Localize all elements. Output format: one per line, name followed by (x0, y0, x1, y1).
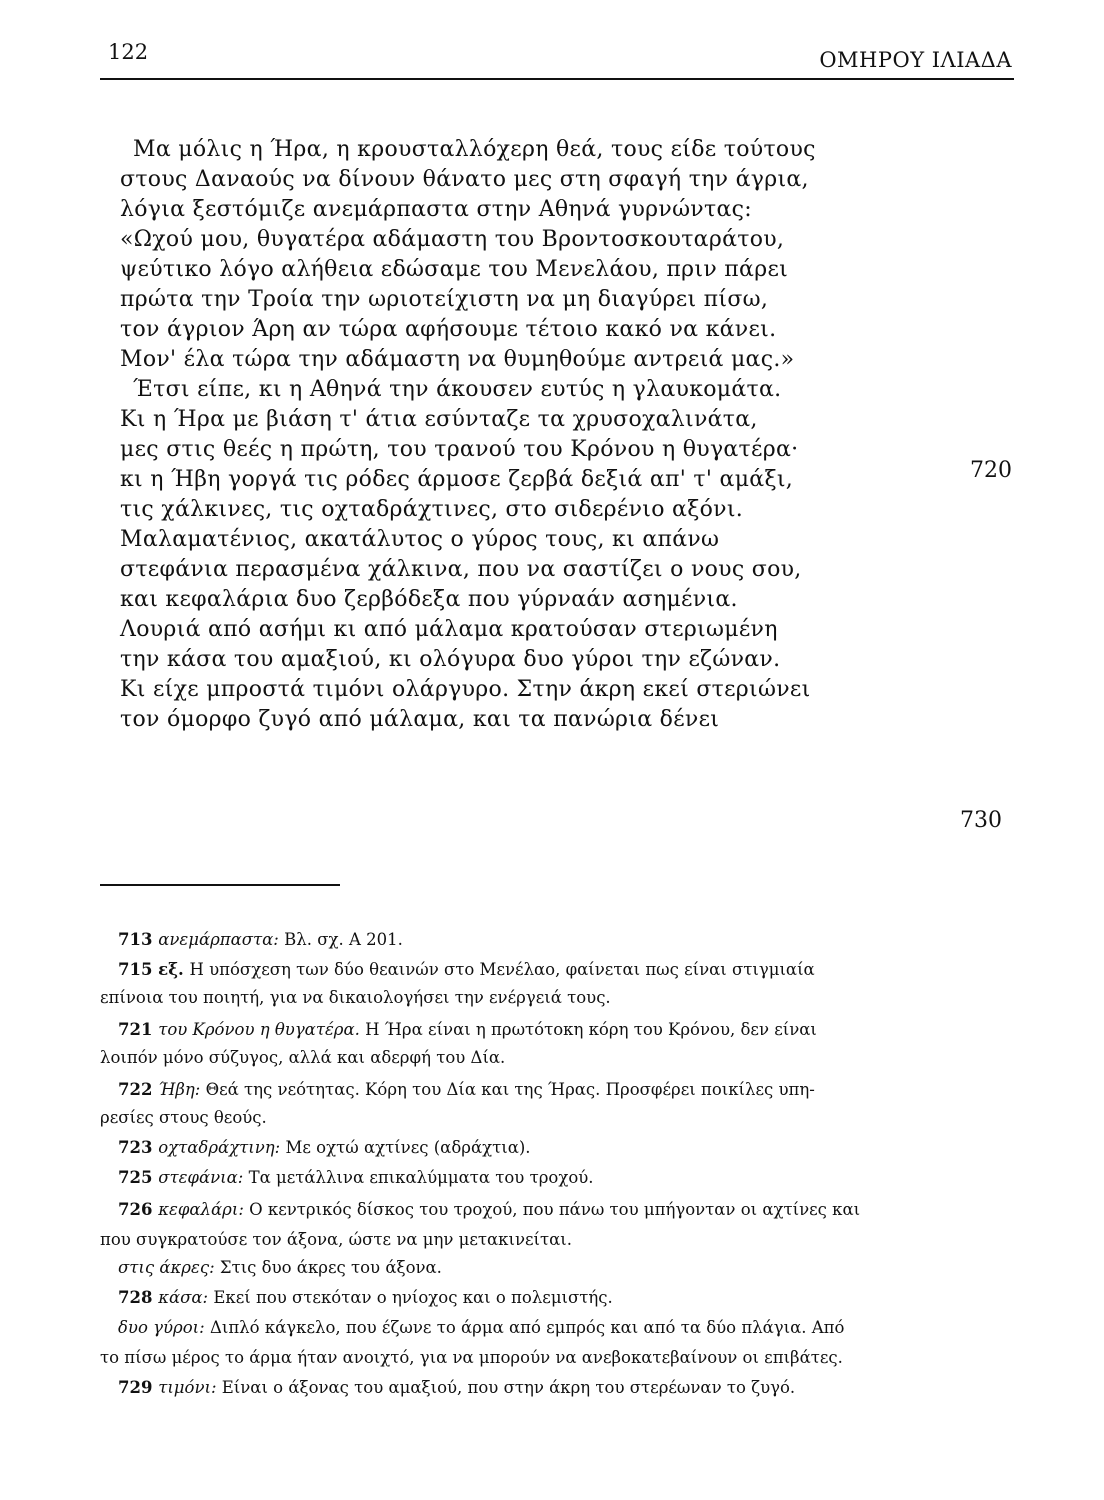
footnote-text: ρεσίες στους θεούς. (100, 1108, 267, 1127)
footnote-number: 729 (118, 1378, 159, 1397)
footnote (118, 928, 403, 952)
footnote-text: το πίσω μέρος το άρμα ήταν ανοιχτό, για να μπορούν να ανεβοκατεβαίνουν οι επιβάτες. (100, 1348, 843, 1367)
footnote (118, 1316, 844, 1340)
footnote (118, 1376, 795, 1400)
verse-line: στεφάνια περασμένα χάλκινα, που να σαστίζει ο νους σου, (120, 557, 802, 582)
verse-line: και κεφαλάρια δυο ζερβόδεξα που γύρναάν ασημένια. (120, 587, 738, 612)
footnote-term: τιμόνι: (158, 1378, 217, 1397)
verse-line: κι η Ήβη γοργά τις ρόδες άρμοσε ζερβά δεξιά απ' τ' αμάξι, (120, 467, 794, 492)
line-number-720: 720 (970, 458, 1012, 483)
footnote (118, 1166, 594, 1190)
verse-line: την κάσα του αμαξιού, κι ολόγυρα δυο γύροι την εζώναν. (120, 647, 781, 672)
footnote-text: Τα μετάλλινα επικαλύμματα του τροχού. (243, 1168, 594, 1187)
footnote-text: Στις δυο άκρες του άξονα. (214, 1258, 442, 1277)
verse-line: «Ωχού μου, θυγατέρα αδάμαστη του Βροντοσκουταράτου, (120, 227, 785, 252)
footnote-text: Η υπόσχεση των δύο θεαινών στο Μενέλαο, φαίνεται πως είναι στιγμιαία (189, 960, 815, 979)
verse-line: τον άγριον Άρη αν τώρα αφήσουμε τέτοιο κακό να κάνει. (120, 317, 777, 342)
footnote-term: δυο γύροι: (118, 1318, 205, 1337)
verse-line: Κι η Ήρα με βιάση τ' άτια εσύνταζε τα χρυσοχαλινάτα, (120, 407, 758, 432)
footnote-term: κεφαλάρι: (158, 1200, 244, 1219)
footnote-term: στις άκρες: (118, 1258, 215, 1277)
footnote-text: Διπλό κάγκελο, που έζωνε το άρμα από εμπρός και από τα δύο πλάγια. Από (204, 1318, 845, 1337)
footnote-number: 726 (118, 1200, 159, 1219)
footnote-term: του Κρόνου η θυγατέρα. (158, 1020, 360, 1039)
footnote-number: 721 (118, 1020, 159, 1039)
footnote-text: Ο κεντρικός δίσκος του τροχού, που πάνω του μπήγονταν οι αχτίνες και (243, 1200, 861, 1219)
footnote (118, 1198, 860, 1222)
footnote-number: 723 (118, 1138, 159, 1157)
footnote (118, 1136, 531, 1160)
footnote (100, 1046, 505, 1070)
footnote-text: λοιπόν μόνο σύζυγος, αλλά και αδερφή του Δία. (100, 1048, 506, 1067)
footnote-term: κάσα: (158, 1288, 209, 1307)
footnote-text: Η Ήρα είναι η πρωτότοκη κόρη του Κρόνου, δεν είναι (359, 1020, 817, 1039)
verse-line: Έτσι είπε, κι η Αθηνά την άκουσεν ευτύς η γλαυκομάτα. (133, 377, 782, 402)
footnote (100, 986, 611, 1010)
verse-line: Μαλαματένιος, ακατάλυτος ο γύρος τους, κι απάνω (120, 527, 720, 552)
verse-line: Μα μόλις η Ήρα, η κρουσταλλόχερη θεά, τους είδε τούτους (133, 137, 816, 162)
footnote-term: ανεμάρπαστα: (158, 930, 279, 949)
footnote-rule (100, 884, 340, 886)
footnote-term: οχταδράχτινη: (158, 1138, 281, 1157)
verse-line: στους Δαναούς να δίνουν θάνατο μες στη σφαγή την άγρια, (120, 167, 809, 192)
verse-line: Κι είχε μπροστά τιμόνι ολάργυρο. Στην άκρη εκεί στεριώνει (120, 677, 811, 702)
footnote (118, 1078, 815, 1102)
footnote (118, 1286, 613, 1310)
footnote (100, 1346, 843, 1370)
footnote-text: Είναι ο άξονας του αμαξιού, που στην άκρη του στερέωναν το ζυγό. (216, 1378, 796, 1397)
footnote-text: Βλ. σχ. Α 201. (278, 930, 403, 949)
footnote (100, 1106, 267, 1130)
verse-line: ψεύτικο λόγο αλήθεια εδώσαμε του Μενελάου, πριν πάρει (120, 257, 789, 282)
footnote-text: Με οχτώ αχτίνες (αδράχτια). (280, 1138, 531, 1157)
footnote-number: 722 (118, 1080, 159, 1099)
verse-line: Μον' έλα τώρα την αδάμαστη να θυμηθούμε αντρειά μας.» (120, 347, 795, 372)
verse-line: λόγια ξεστόμιζε ανεμάρπαστα στην Αθηνά γυρνώντας: (120, 197, 752, 222)
footnote (118, 1256, 442, 1280)
footnote-number: 728 (118, 1288, 159, 1307)
page-number: 122 (108, 40, 149, 64)
line-number-730: 730 (960, 808, 1002, 833)
footnote-text: που συγκρατούσε τον άξονα, ώστε να μην μετακινείται. (100, 1230, 572, 1249)
verse-line: τις χάλκινες, τις οχταδράχτινες, στο σιδερένιο αξόνι. (120, 497, 744, 522)
footnote-term: Ήβη: (158, 1080, 201, 1099)
verse-line: τον όμορφο ζυγό από μάλαμα, και τα πανώρια δένει (120, 707, 720, 732)
footnote-text: Εκεί που στεκόταν ο ηνίοχος και ο πολεμιστής. (208, 1288, 613, 1307)
verse-line: Λουριά από ασήμι κι από μάλαμα κρατούσαν στεριωμένη (120, 617, 778, 642)
footnote-text: επίνοια του ποιητή, για να δικαιολογήσει την ενέργειά τους. (100, 988, 611, 1007)
header-rule (100, 78, 1014, 80)
footnote-term: στεφάνια: (158, 1168, 244, 1187)
footnote (118, 1018, 817, 1042)
footnote (100, 1228, 572, 1252)
footnote-number: 715 εξ. (118, 960, 190, 979)
verse-line: πρώτα την Τροία την ωριοτείχιστη να μη διαγύρει πίσω, (120, 287, 769, 312)
footnote-number: 713 (118, 930, 159, 949)
running-title: ΟΜΗΡΟΥ ΙΛΙΑΔΑ (819, 48, 1012, 72)
footnote-text: Θεά της νεότητας. Κόρη του Δία και της Ήρας. Προσφέρει ποικίλες υπη- (200, 1080, 815, 1099)
verse-line: μες στις θεές η πρώτη, του τρανού του Κρόνου η θυγατέρα· (120, 437, 799, 462)
footnote (118, 958, 815, 982)
page-header (0, 0, 1104, 90)
footnote-number: 725 (118, 1168, 159, 1187)
